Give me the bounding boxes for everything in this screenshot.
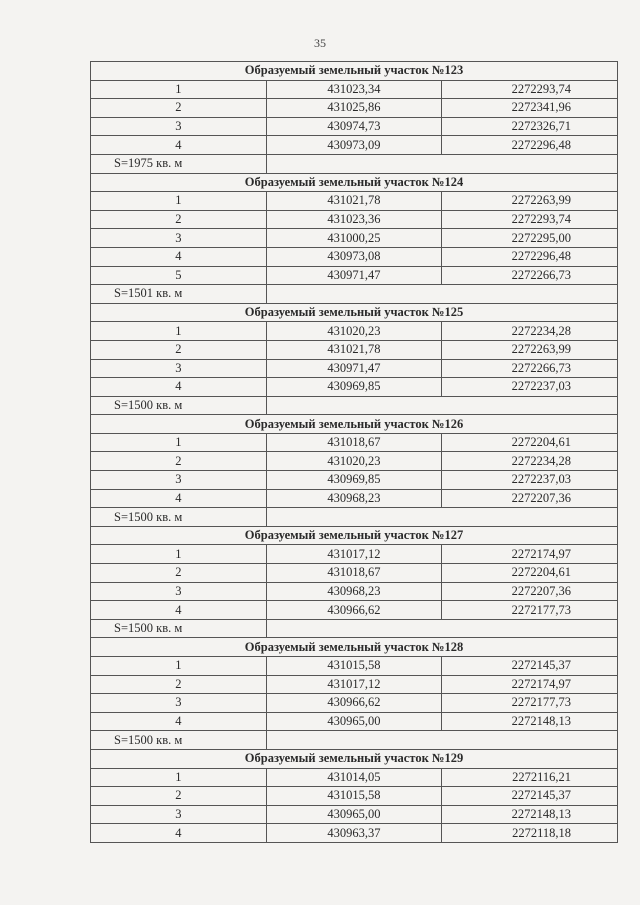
area-row: [91, 154, 618, 173]
point-number-cell: 2: [91, 452, 267, 471]
table-row: [91, 80, 618, 99]
x-coordinate-cell: 430969,85: [266, 471, 442, 490]
table-row: [91, 805, 618, 824]
x-coordinate-cell: 431017,12: [266, 675, 442, 694]
area-cell: S=1501 кв. м: [91, 285, 267, 304]
point-number-cell: 1: [91, 80, 267, 99]
table-row: [91, 675, 618, 694]
point-number-cell: 3: [91, 359, 267, 378]
y-coordinate-cell: 2272204,61: [442, 433, 618, 452]
y-coordinate-cell: 2272207,36: [442, 582, 618, 601]
y-coordinate-cell: 2272293,74: [442, 80, 618, 99]
empty-cell: [266, 731, 617, 750]
y-coordinate-cell: 2272148,13: [442, 712, 618, 731]
y-coordinate-cell: 2272177,73: [442, 601, 618, 620]
plot-title-row: [91, 303, 618, 322]
x-coordinate-cell: 430973,09: [266, 136, 442, 155]
table-row: [91, 582, 618, 601]
plot-title: Образуемый земельный участок №125: [91, 303, 618, 322]
y-coordinate-cell: 2272207,36: [442, 489, 618, 508]
point-number-cell: 1: [91, 192, 267, 211]
plot-title: Образуемый земельный участок №128: [91, 638, 618, 657]
plot-title-row: [91, 526, 618, 545]
y-coordinate-cell: 2272174,97: [442, 545, 618, 564]
y-coordinate-cell: 2272295,00: [442, 229, 618, 248]
point-number-cell: 2: [91, 675, 267, 694]
point-number-cell: 2: [91, 564, 267, 583]
point-number-cell: 3: [91, 117, 267, 136]
y-coordinate-cell: 2272237,03: [442, 378, 618, 397]
point-number-cell: 4: [91, 136, 267, 155]
table-row: [91, 117, 618, 136]
empty-cell: [266, 619, 617, 638]
x-coordinate-cell: 430968,23: [266, 582, 442, 601]
x-coordinate-cell: 430965,00: [266, 805, 442, 824]
point-number-cell: 1: [91, 657, 267, 676]
y-coordinate-cell: 2272296,48: [442, 247, 618, 266]
area-row: [91, 731, 618, 750]
y-coordinate-cell: 2272177,73: [442, 694, 618, 713]
plot-title: Образуемый земельный участок №124: [91, 173, 618, 192]
plot-title-row: [91, 638, 618, 657]
y-coordinate-cell: 2272293,74: [442, 210, 618, 229]
point-number-cell: 3: [91, 229, 267, 248]
area-row: [91, 396, 618, 415]
y-coordinate-cell: 2272266,73: [442, 266, 618, 285]
empty-cell: [266, 508, 617, 527]
point-number-cell: 1: [91, 322, 267, 341]
table-row: [91, 433, 618, 452]
x-coordinate-cell: 431015,58: [266, 787, 442, 806]
x-coordinate-cell: 431017,12: [266, 545, 442, 564]
x-coordinate-cell: 431000,25: [266, 229, 442, 248]
point-number-cell: 2: [91, 99, 267, 118]
table-row: [91, 99, 618, 118]
empty-cell: [266, 396, 617, 415]
point-number-cell: 4: [91, 601, 267, 620]
x-coordinate-cell: 430973,08: [266, 247, 442, 266]
point-number-cell: 2: [91, 210, 267, 229]
table-row: [91, 136, 618, 155]
x-coordinate-cell: 430971,47: [266, 266, 442, 285]
plot-title: Образуемый земельный участок №129: [91, 749, 618, 768]
table-row: [91, 340, 618, 359]
y-coordinate-cell: 2272296,48: [442, 136, 618, 155]
coordinates-table-body: [91, 62, 618, 843]
area-cell: S=1500 кв. м: [91, 731, 267, 750]
area-cell: S=1500 кв. м: [91, 619, 267, 638]
x-coordinate-cell: 431023,36: [266, 210, 442, 229]
plot-title: Образуемый земельный участок №126: [91, 415, 618, 434]
area-cell: S=1500 кв. м: [91, 508, 267, 527]
coordinates-table: [90, 61, 618, 843]
y-coordinate-cell: 2272237,03: [442, 471, 618, 490]
table-row: [91, 694, 618, 713]
page-number: 35: [314, 36, 326, 50]
table-row: [91, 601, 618, 620]
point-number-cell: 3: [91, 471, 267, 490]
table-row: [91, 378, 618, 397]
x-coordinate-cell: 431025,86: [266, 99, 442, 118]
point-number-cell: 4: [91, 489, 267, 508]
area-row: [91, 619, 618, 638]
x-coordinate-cell: 430968,23: [266, 489, 442, 508]
x-coordinate-cell: 431020,23: [266, 322, 442, 341]
point-number-cell: 4: [91, 824, 267, 843]
y-coordinate-cell: 2272263,99: [442, 192, 618, 211]
point-number-cell: 4: [91, 712, 267, 731]
plot-title-row: [91, 749, 618, 768]
point-number-cell: 1: [91, 433, 267, 452]
point-number-cell: 1: [91, 768, 267, 787]
point-number-cell: 3: [91, 694, 267, 713]
area-cell: S=1500 кв. м: [91, 396, 267, 415]
x-coordinate-cell: 430971,47: [266, 359, 442, 378]
point-number-cell: 1: [91, 545, 267, 564]
table-row: [91, 768, 618, 787]
x-coordinate-cell: 431020,23: [266, 452, 442, 471]
table-row: [91, 229, 618, 248]
area-cell: S=1975 кв. м: [91, 154, 267, 173]
table-row: [91, 192, 618, 211]
table-row: [91, 247, 618, 266]
x-coordinate-cell: 430966,62: [266, 601, 442, 620]
table-row: [91, 824, 618, 843]
y-coordinate-cell: 2272266,73: [442, 359, 618, 378]
plot-title-row: [91, 415, 618, 434]
y-coordinate-cell: 2272234,28: [442, 322, 618, 341]
x-coordinate-cell: 430969,85: [266, 378, 442, 397]
point-number-cell: 2: [91, 340, 267, 359]
x-coordinate-cell: 430963,37: [266, 824, 442, 843]
x-coordinate-cell: 431018,67: [266, 433, 442, 452]
y-coordinate-cell: 2272148,13: [442, 805, 618, 824]
y-coordinate-cell: 2272341,96: [442, 99, 618, 118]
empty-cell: [266, 154, 617, 173]
table-row: [91, 210, 618, 229]
point-number-cell: 5: [91, 266, 267, 285]
table-row: [91, 564, 618, 583]
plot-title-row: [91, 62, 618, 81]
table-row: [91, 657, 618, 676]
area-row: [91, 285, 618, 304]
y-coordinate-cell: 2272116,21: [442, 768, 618, 787]
table-row: [91, 712, 618, 731]
x-coordinate-cell: 431021,78: [266, 340, 442, 359]
x-coordinate-cell: 430965,00: [266, 712, 442, 731]
x-coordinate-cell: 431015,58: [266, 657, 442, 676]
point-number-cell: 3: [91, 582, 267, 601]
y-coordinate-cell: 2272145,37: [442, 657, 618, 676]
y-coordinate-cell: 2272326,71: [442, 117, 618, 136]
x-coordinate-cell: 430974,73: [266, 117, 442, 136]
y-coordinate-cell: 2272174,97: [442, 675, 618, 694]
point-number-cell: 4: [91, 247, 267, 266]
point-number-cell: 3: [91, 805, 267, 824]
table-row: [91, 545, 618, 564]
table-row: [91, 322, 618, 341]
point-number-cell: 4: [91, 378, 267, 397]
empty-cell: [266, 285, 617, 304]
point-number-cell: 2: [91, 787, 267, 806]
y-coordinate-cell: 2272234,28: [442, 452, 618, 471]
x-coordinate-cell: 431014,05: [266, 768, 442, 787]
table-row: [91, 787, 618, 806]
table-row: [91, 489, 618, 508]
x-coordinate-cell: 431023,34: [266, 80, 442, 99]
table-row: [91, 452, 618, 471]
x-coordinate-cell: 431021,78: [266, 192, 442, 211]
plot-title: Образуемый земельный участок №127: [91, 526, 618, 545]
area-row: [91, 508, 618, 527]
plot-title-row: [91, 173, 618, 192]
y-coordinate-cell: 2272118,18: [442, 824, 618, 843]
table-row: [91, 471, 618, 490]
y-coordinate-cell: 2272204,61: [442, 564, 618, 583]
y-coordinate-cell: 2272263,99: [442, 340, 618, 359]
plot-title: Образуемый земельный участок №123: [91, 62, 618, 81]
table-row: [91, 266, 618, 285]
table-row: [91, 359, 618, 378]
x-coordinate-cell: 431018,67: [266, 564, 442, 583]
y-coordinate-cell: 2272145,37: [442, 787, 618, 806]
x-coordinate-cell: 430966,62: [266, 694, 442, 713]
